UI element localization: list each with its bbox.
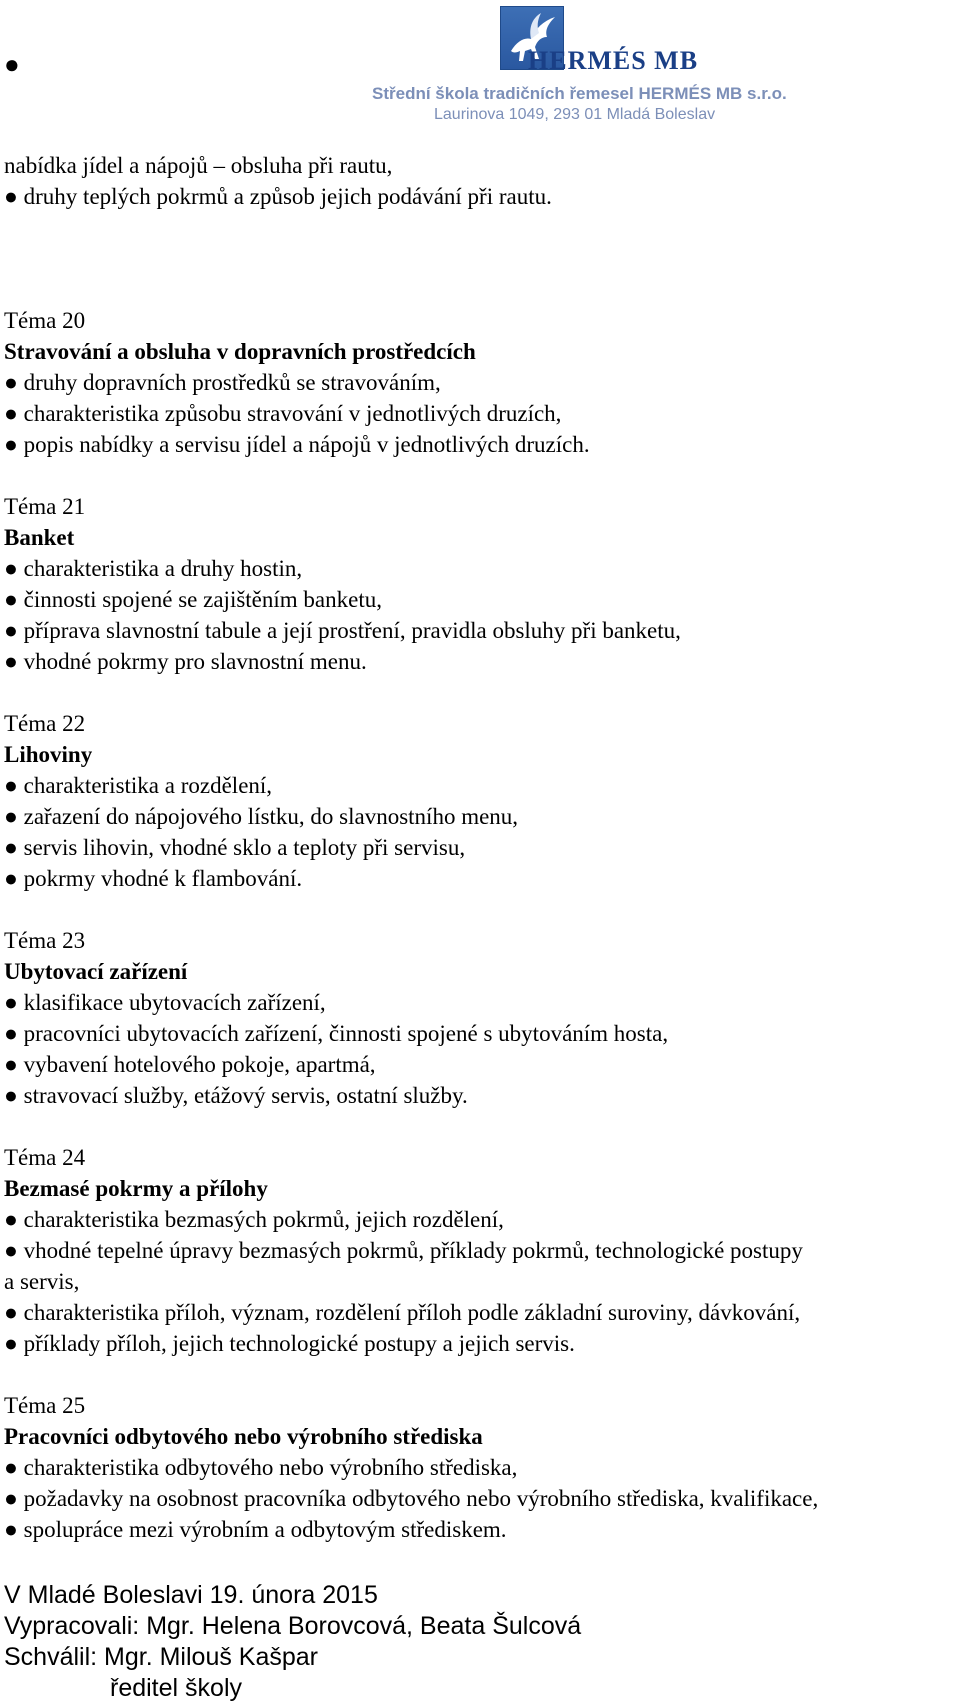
topic-item: ● požadavky na osobnost pracovníka odbytového nebo výrobního střediska, kvalifikace, [4,1486,819,1511]
topic-item: ● stravovací služby, etážový servis, ostatní služby. [4,1083,468,1108]
topic-title: Stravování a obsluha v dopravních prostředcích [4,339,476,364]
topic-title: Pracovníci odbytového nebo výrobního střediska [4,1424,483,1449]
school-address: Laurinova 1049, 293 01 Mladá Boleslav [434,106,716,123]
topic-25 [4,1390,954,1545]
topic-label: Téma 23 [4,928,86,953]
topic-item: ● charakteristika příloh, význam, rozdělení příloh podle základní suroviny, dávkování, [4,1300,801,1325]
approved-by: Schválil: Mgr. Milouš Kašpar [4,1643,319,1671]
topic-item: a servis, [4,1269,80,1294]
topic-item: ● servis lihovin, vhodné sklo a teploty při servisu, [4,835,466,860]
prepared-by: Vypracovali: Mgr. Helena Borovcová, Beata Šulcová [4,1612,582,1640]
topic-item: ● charakteristika odbytového nebo výrobního střediska, [4,1455,518,1480]
intro-text [4,150,954,212]
topic-item: ● popis nabídky a servisu jídel a nápojů v jednotlivých druzích. [4,432,590,457]
topic-24 [4,1142,954,1359]
school-logo [372,6,852,75]
document-footer [4,1580,581,1704]
intro-line: nabídka jídel a nápojů – obsluha při rautu, [4,153,393,178]
topic-item: ● charakteristika způsobu stravování v jednotlivých druzích, [4,401,562,426]
stray-bullet: ● [4,50,20,79]
topic-item: ● druhy dopravních prostředků se stravováním, [4,370,441,395]
topic-item: ● vhodné pokrmy pro slavnostní menu. [4,649,367,674]
approver-role: ředitel školy [110,1674,242,1702]
topics-list [4,305,954,1576]
topic-title: Ubytovací zařízení [4,959,188,984]
topic-item: ● charakteristika bezmasých pokrmů, jejich rozdělení, [4,1207,504,1232]
topic-21 [4,491,954,677]
topic-item: ● zařazení do nápojového lístku, do slavnostního menu, [4,804,519,829]
school-name: Střední škola tradičních řemesel HERMÉS MB s.r.o. [372,84,787,103]
topic-item: ● charakteristika a druhy hostin, [4,556,303,581]
topic-label: Téma 25 [4,1393,86,1418]
topic-item: ● pracovníci ubytovacích zařízení, činnosti spojené s ubytováním hosta, [4,1021,669,1046]
topic-23 [4,925,954,1111]
topic-item: ● činnosti spojené se zajištěním banketu, [4,587,382,612]
topic-item: ● charakteristika a rozdělení, [4,773,273,798]
topic-22 [4,708,954,894]
topic-label: Téma 22 [4,711,86,736]
intro-line: ● druhy teplých pokrmů a způsob jejich podávání při rautu. [4,184,552,209]
topic-item: ● pokrmy vhodné k flambování. [4,866,303,891]
topic-label: Téma 20 [4,308,86,333]
logo-wordmark: HERMÉS MB [528,46,699,75]
school-header [372,6,852,124]
topic-item: ● spolupráce mezi výrobním a odbytovým střediskem. [4,1517,507,1542]
topic-title: Bezmasé pokrmy a přílohy [4,1176,268,1201]
topic-title: Banket [4,525,75,550]
topic-label: Téma 24 [4,1145,86,1170]
topic-item: ● příklady příloh, jejich technologické postupy a jejich servis. [4,1331,575,1356]
topic-title: Lihoviny [4,742,93,767]
topic-item: ● příprava slavnostní tabule a její prostření, pravidla obsluhy při banketu, [4,618,681,643]
topic-item: ● vhodné tepelné úpravy bezmasých pokrmů, příklady pokrmů, technologické postupy [4,1238,803,1263]
topic-item: ● vybavení hotelového pokoje, apartmá, [4,1052,376,1077]
topic-20 [4,305,954,460]
topic-label: Téma 21 [4,494,86,519]
place-date: V Mladé Boleslavi 19. února 2015 [4,1581,378,1609]
topic-item: ● klasifikace ubytovacích zařízení, [4,990,326,1015]
